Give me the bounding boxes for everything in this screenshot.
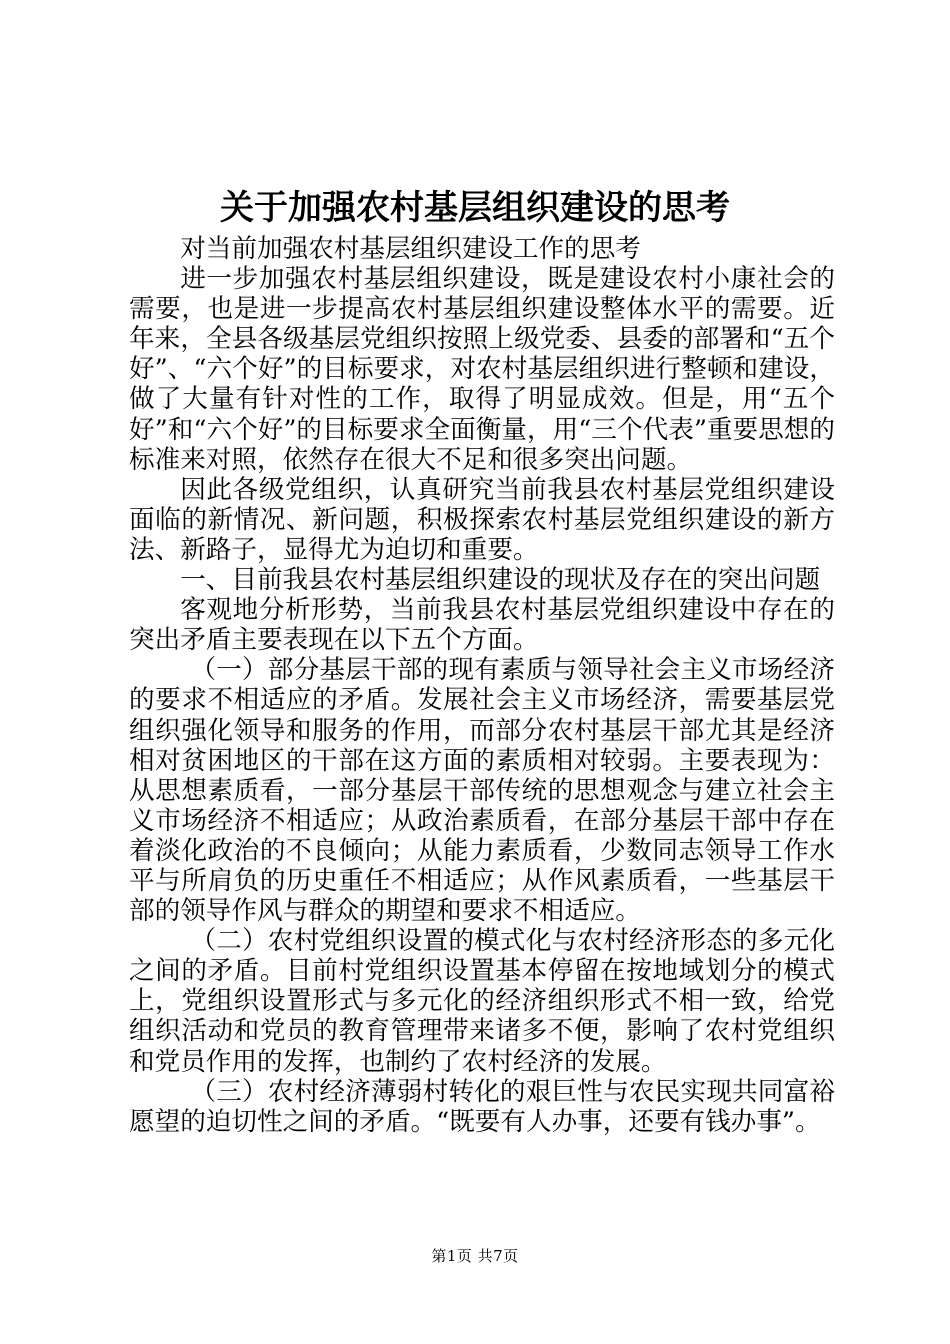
paragraph-therefore: 因此各级党组织，认真研究当前我县农村基层党组织建设面临的新情况、新问题，积极探索农村基层党组织建设的新方法、新路子，显得尤为迫切和重要。	[129, 474, 835, 565]
document-body	[129, 234, 835, 1137]
page-footer: 第1页 共7页	[431, 1247, 519, 1265]
document-title: 关于加强农村基层组织建设的思考	[220, 188, 730, 228]
paragraph-point-3: （三）农村经济薄弱村转化的艰巨性与农民实现共同富裕愿望的迫切性之间的矛盾。“既要有人办事，还要有钱办事”。	[129, 1076, 835, 1137]
paragraph-analysis: 客观地分析形势，当前我县农村基层党组织建设中存在的突出矛盾主要表现在以下五个方面。	[129, 595, 835, 656]
section-heading-1: 一、目前我县农村基层组织建设的现状及存在的突出问题	[180, 565, 821, 596]
paragraph-intro: 进一步加强农村基层组织建设，既是建设农村小康社会的需要，也是进一步提高农村基层组织建设整体水平的需要。近年来，全县各级基层党组织按照上级党委、县委的部署和“五个好”、“六个好”的目标要求，对农村基层组织进行整顿和建设，做了大量有针对性的工作，取得了明显成效。但是，用“五个好”和“六个好”的目标要求全面衡量，用“三个代表”重要思想的标准来对照，依然存在很大不足和很多突出问题。	[129, 264, 835, 475]
paragraph-point-2: （二）农村党组织设置的模式化与农村经济形态的多元化之间的矛盾。目前村党组织设置基本停留在按地域划分的模式上，党组织设置形式与多元化的经济组织形式不相一致，给党组织活动和党员的教育管理带来诸多不便，影响了农村党组织和党员作用的发挥，也制约了农村经济的发展。	[129, 926, 835, 1077]
paragraph-subtitle: 对当前加强农村基层组织建设工作的思考	[180, 234, 641, 264]
paragraph-point-1: （一）部分基层干部的现有素质与领导社会主义市场经济的要求不相适应的矛盾。发展社会主义市场经济，需要基层党组织强化领导和服务的作用，而部分农村基层干部尤其是经济相对贫困地区的干部在这方面的素质相对较弱。主要表现为：从思想素质看，一部分基层干部传统的思想观念与建立社会主义市场经济不相适应；从政治素质看，在部分基层干部中存在着淡化政治的不良倾向；从能力素质看，少数同志领导工作水平与所肩负的历史重任不相适应；从作风素质看，一些基层干部的领导作风与群众的期望和要求不相适应。	[129, 655, 835, 927]
